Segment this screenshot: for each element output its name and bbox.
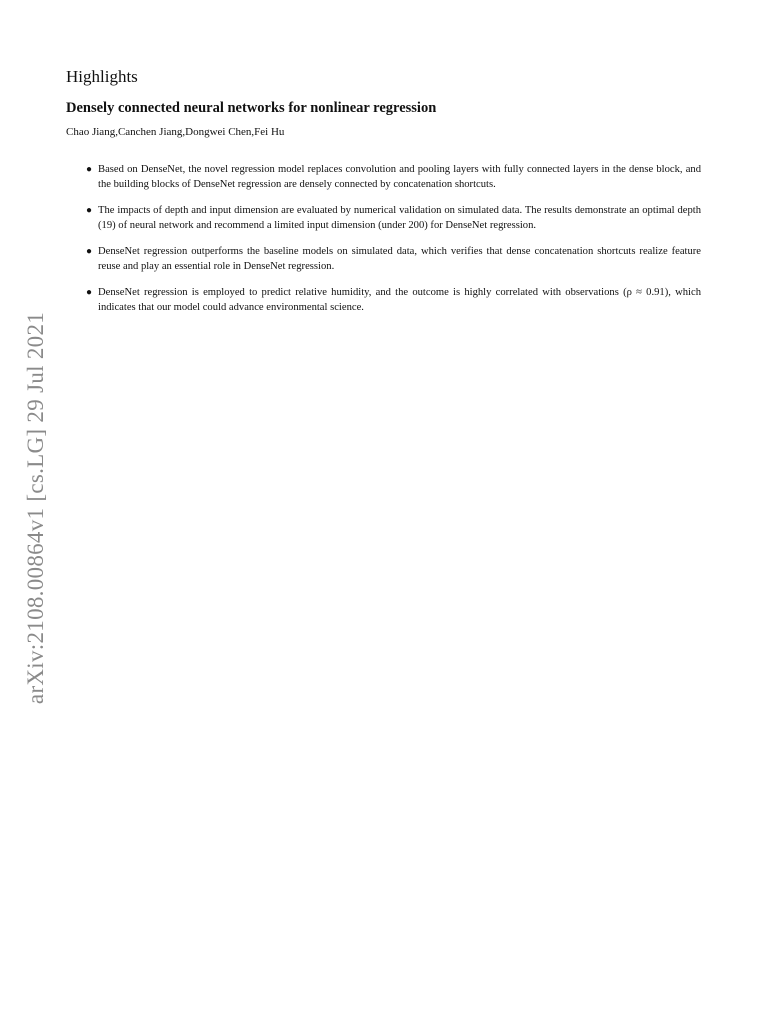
bullet-icon: ● — [86, 246, 93, 257]
highlight-item — [86, 162, 701, 192]
bullet-icon: ● — [86, 287, 93, 298]
highlight-text: Based on DenseNet, the novel regression model replaces convolution and pooling layers with fully connected layers in the dense block, and the building blocks of DenseNet regression are densely connected by concatenation shortcuts. — [98, 164, 701, 190]
highlight-item — [86, 244, 701, 274]
arxiv-identifier-stamp: arXiv:2108.00864v1 [cs.LG] 29 Jul 2021 — [23, 311, 48, 705]
highlight-text: DenseNet regression outperforms the baseline models on simulated data, which verifies that dense concatenation shortcuts realize feature reuse and play an essential role in DenseNet regression. — [98, 246, 701, 272]
paper-title: Densely connected neural networks for nonlinear regression — [66, 100, 437, 116]
highlight-item — [86, 203, 701, 233]
highlight-text: DenseNet regression is employed to predict relative humidity, and the outcome is highly correlated with observations (ρ ≈ 0.91), which indicates that our model could advance environmental science. — [98, 287, 701, 313]
section-label: Highlights — [66, 67, 138, 86]
bullet-icon: ● — [86, 205, 93, 216]
highlight-text: The impacts of depth and input dimension are evaluated by numerical validation on simulated data. The results demonstrate an optimal depth (19) of neural network and recommend a limited input dimension (under 200) for DenseNet regression. — [98, 205, 701, 231]
author-list: Chao Jiang,Canchen Jiang,Dongwei Chen,Fei Hu — [66, 126, 285, 138]
highlights-page — [66, 66, 706, 326]
bullet-icon: ● — [86, 164, 93, 175]
highlight-item — [86, 285, 701, 315]
highlights-list — [66, 162, 701, 315]
